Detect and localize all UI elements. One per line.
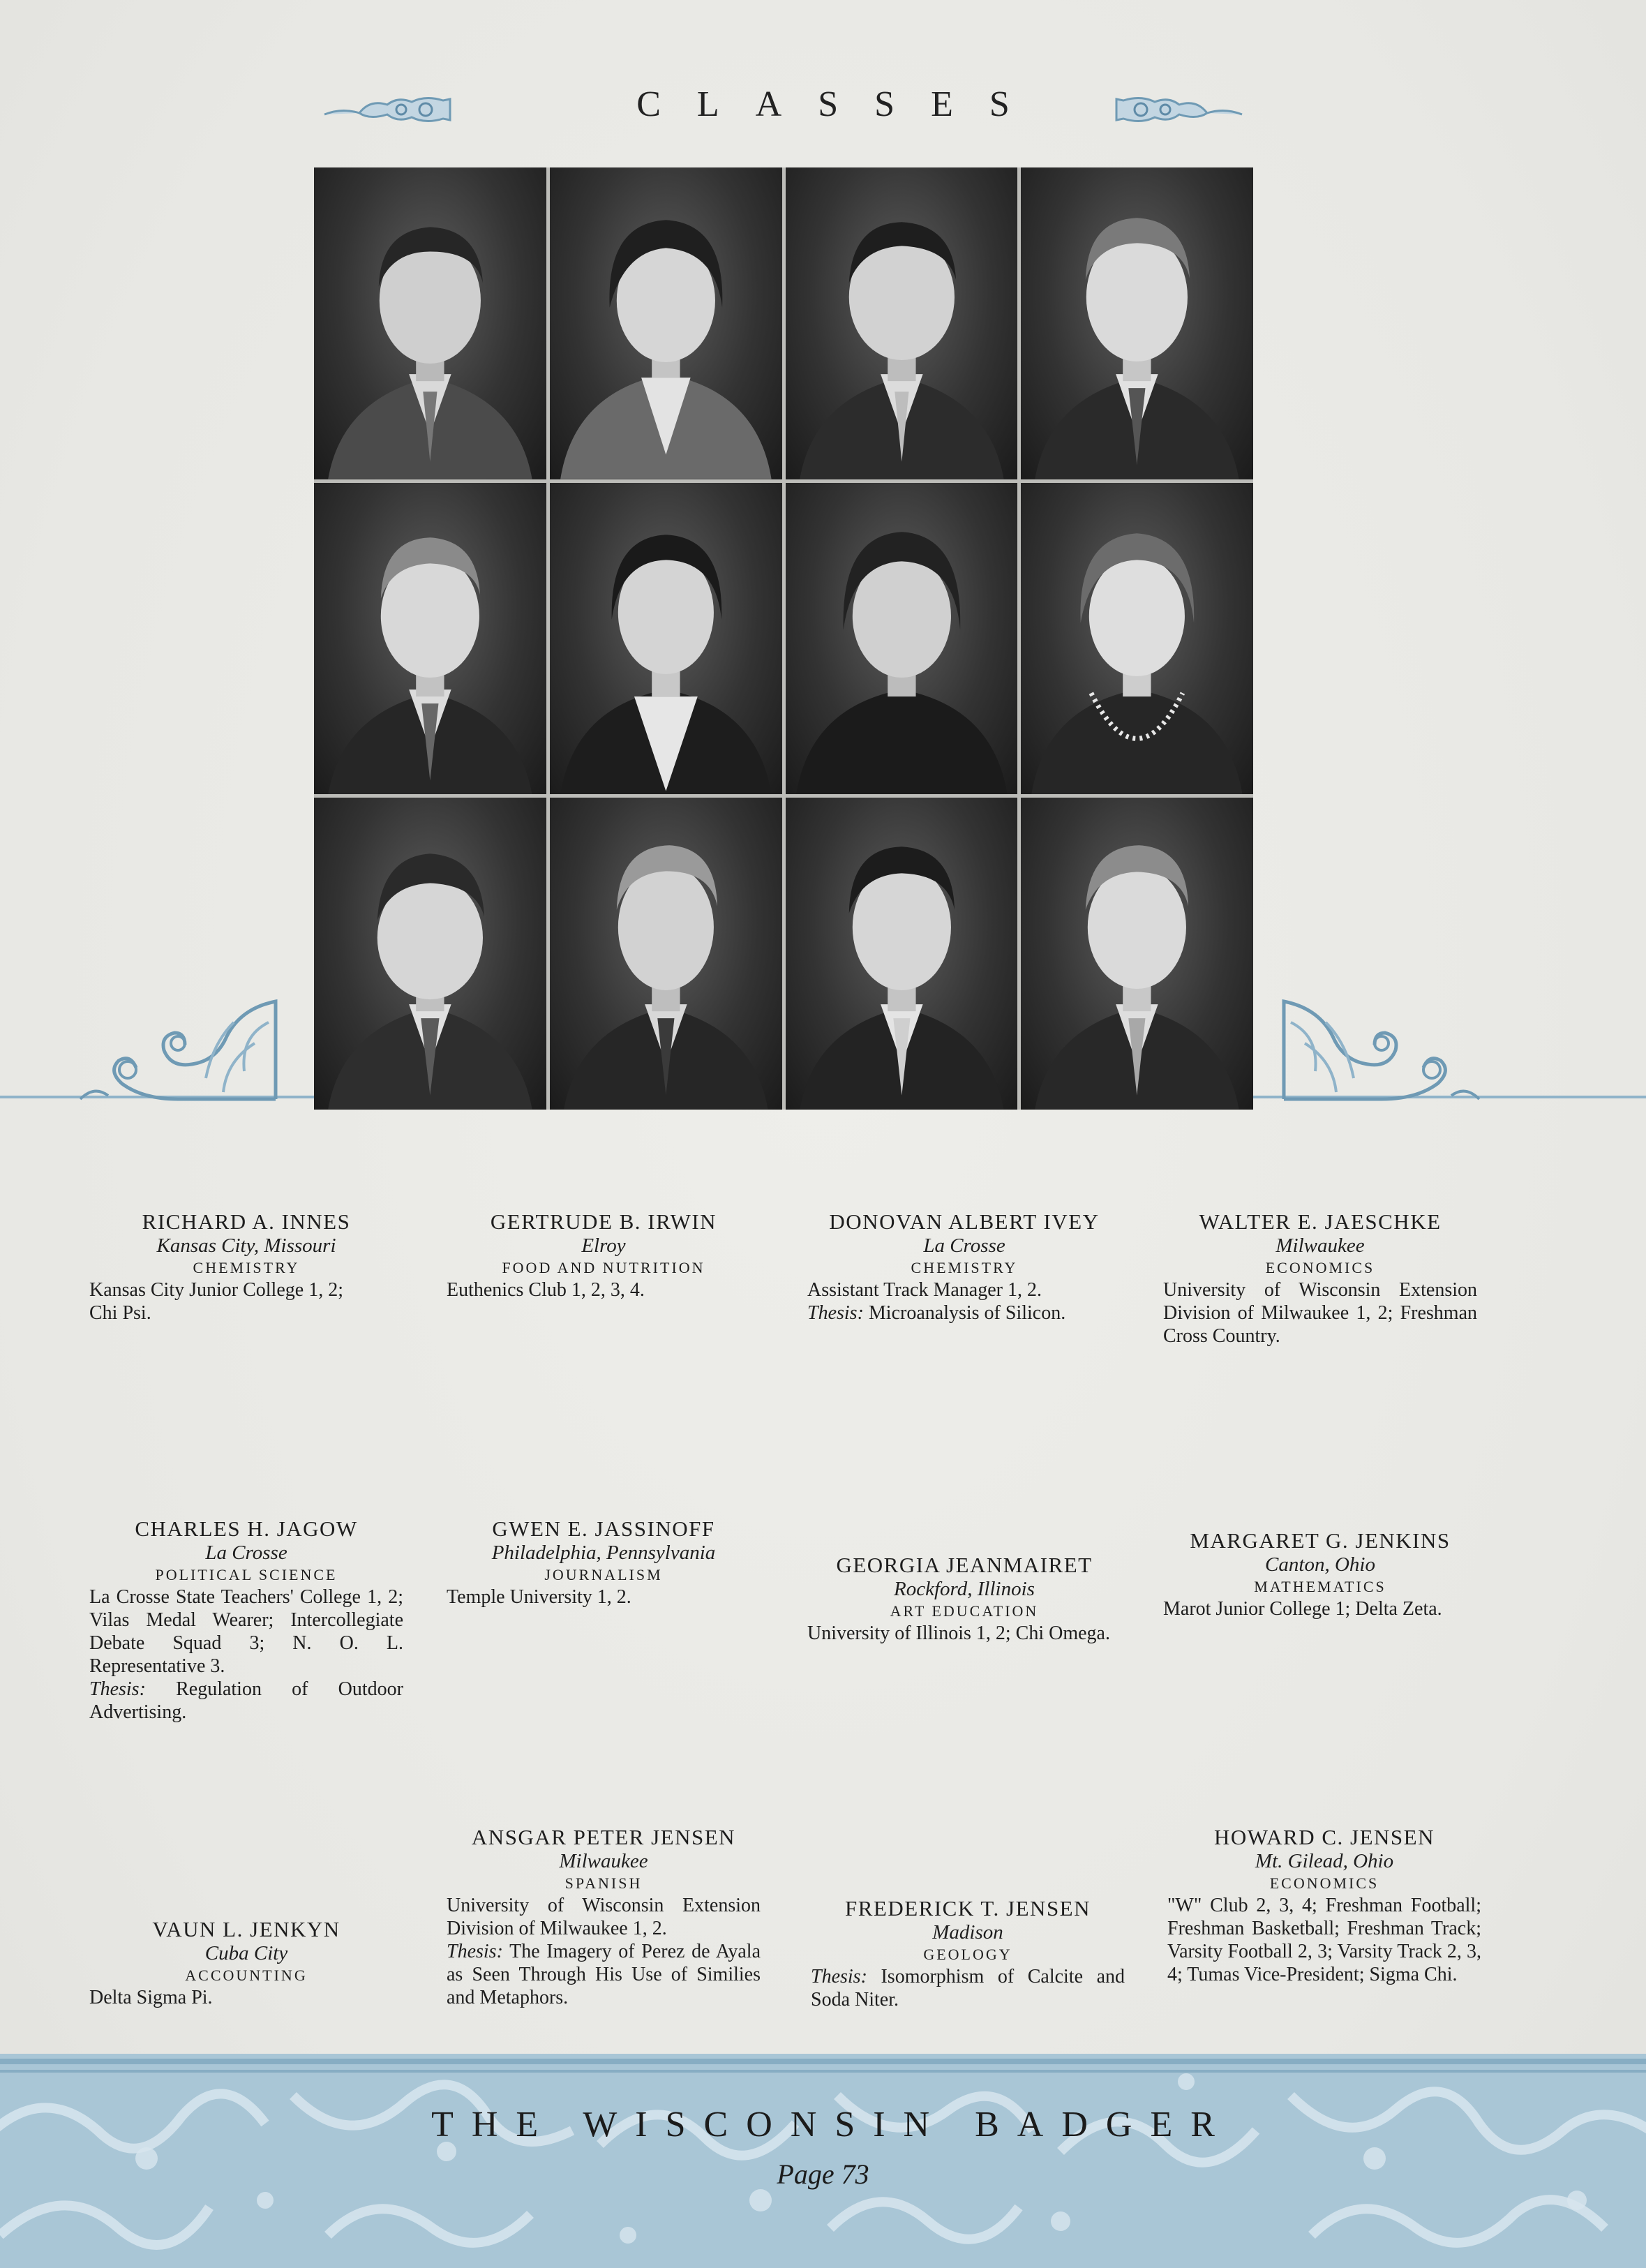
entry-details: Euthenics Club 1, 2, 3, 4. xyxy=(447,1279,645,1301)
entry-hometown: La Crosse xyxy=(205,1542,287,1564)
portrait-man-icon xyxy=(1021,167,1253,479)
entry-major: JOURNALISM xyxy=(544,1566,663,1583)
entry-card xyxy=(1167,1825,1481,1986)
portrait-woman-icon xyxy=(1021,483,1253,795)
portrait-photo xyxy=(786,483,1018,795)
entry-hometown: La Crosse xyxy=(923,1234,1005,1257)
entry-name: CHARLES H. JAGOW xyxy=(135,1516,358,1541)
entry-name: DONOVAN ALBERT IVEY xyxy=(829,1209,1100,1234)
scroll-ornament-right-icon xyxy=(1273,994,1493,1106)
entry-card xyxy=(1163,1528,1477,1620)
entry-major: ECONOMICS xyxy=(1269,1874,1379,1892)
entry-details xyxy=(807,1278,1121,1325)
entry-card xyxy=(807,1209,1121,1325)
details-text: Chi Psi. xyxy=(89,1302,151,1324)
entry-name: VAUN L. JENKYN xyxy=(152,1917,341,1941)
details-text: La Crosse State Teachers' College 1, 2; Vilas Medal Wearer; Intercollegiate Debate Squad 3; N. O. L. Representative 3. xyxy=(89,1586,403,1677)
entry-major: SPANISH xyxy=(564,1874,643,1892)
portrait-photo xyxy=(1021,483,1253,795)
entry-details xyxy=(447,1894,761,2009)
entry-card xyxy=(89,1516,403,1724)
portrait-man-icon xyxy=(314,167,546,479)
thesis-text: Isomorphism of Calcite and Soda Niter. xyxy=(811,1966,1125,2010)
portrait-woman-icon xyxy=(786,483,1018,795)
footer-rule xyxy=(0,2070,1646,2073)
entry-name: GERTRUDE B. IRWIN xyxy=(490,1209,717,1234)
entry-name: HOWARD C. JENSEN xyxy=(1214,1825,1435,1849)
entry-details: Temple University 1, 2. xyxy=(447,1586,631,1608)
thesis-text: Regulation of Outdoor Advertising. xyxy=(89,1678,403,1723)
entry-name: GWEN E. JASSINOFF xyxy=(492,1516,715,1541)
thesis-text: Microanalysis of Silicon. xyxy=(863,1302,1066,1324)
details-text: Assistant Track Manager 1, 2. xyxy=(807,1279,1042,1301)
entry-major: POLITICAL SCIENCE xyxy=(155,1566,338,1583)
entry-major: FOOD AND NUTRITION xyxy=(502,1259,705,1276)
entry-card xyxy=(807,1553,1121,1645)
entry-card xyxy=(447,1209,761,1301)
portrait-man-icon xyxy=(550,798,782,1110)
portrait-woman-icon xyxy=(550,483,782,795)
entry-card xyxy=(811,1896,1125,2011)
details-text: 1, 2; xyxy=(308,1279,343,1301)
entry-details: University of Illinois 1, 2; Chi Omega. xyxy=(807,1622,1110,1644)
page-number: Page 73 xyxy=(777,2158,869,2190)
portrait-photo xyxy=(1021,167,1253,479)
entry-name: RICHARD A. INNES xyxy=(142,1209,351,1234)
portrait-photo xyxy=(550,167,782,479)
entry-details xyxy=(89,1278,403,1325)
thesis-label: Thesis: xyxy=(89,1678,146,1700)
entry-card xyxy=(1163,1209,1477,1348)
page-title: CLASSES xyxy=(636,84,1046,124)
entry-hometown: Mt. Gilead, Ohio xyxy=(1255,1850,1394,1872)
portrait-photo xyxy=(550,483,782,795)
entry-hometown: Milwaukee xyxy=(1275,1234,1365,1257)
entry-major: CHEMISTRY xyxy=(911,1259,1018,1276)
portrait-grid xyxy=(314,167,1253,1110)
portrait-photo xyxy=(550,798,782,1110)
entry-hometown: Canton, Ohio xyxy=(1265,1553,1375,1576)
entry-hometown: Rockford, Illinois xyxy=(894,1578,1035,1600)
portrait-man-icon xyxy=(786,167,1018,479)
entry-hometown: Kansas City, Missouri xyxy=(156,1234,336,1257)
thesis-text: The Imagery of Perez de Ayala as Seen Through His Use of Similies and Metaphors. xyxy=(447,1941,761,2008)
entry-card xyxy=(89,1209,403,1325)
entry-hometown: Elroy xyxy=(581,1234,626,1257)
entry-name: MARGARET G. JENKINS xyxy=(1190,1528,1451,1553)
entry-hometown: Milwaukee xyxy=(559,1850,648,1872)
entry-details: Marot Junior College 1; Delta Zeta. xyxy=(1163,1598,1442,1620)
entry-card xyxy=(447,1516,761,1609)
portrait-photo xyxy=(1021,798,1253,1110)
entry-major: CHEMISTRY xyxy=(193,1259,300,1276)
details-text: Kansas City Junior College xyxy=(89,1279,309,1301)
entry-card xyxy=(89,1917,403,2009)
portrait-man-icon xyxy=(314,483,546,795)
entry-name: ANSGAR PETER JENSEN xyxy=(471,1825,736,1849)
entry-name: GEORGIA JEANMAIRET xyxy=(836,1553,1093,1577)
footer-rule xyxy=(0,2059,1646,2064)
portrait-photo xyxy=(314,798,546,1110)
entry-details: Delta Sigma Pi. xyxy=(89,1987,213,2008)
entry-details xyxy=(89,1586,403,1724)
portrait-photo xyxy=(786,798,1018,1110)
thesis-label: Thesis: xyxy=(807,1302,864,1324)
entry-major: ECONOMICS xyxy=(1265,1259,1375,1276)
entry-name: WALTER E. JAESCHKE xyxy=(1199,1209,1442,1234)
entry-card xyxy=(447,1825,761,2009)
publication-title: THE WISCONSIN BADGER xyxy=(431,2105,1233,2144)
thesis-label: Thesis: xyxy=(447,1941,503,1962)
entry-details: "W" Club 2, 3, 4; Freshman Football; Freshman Basketball; Freshman Track; Varsity Football 2, 3; Varsity Track 2, 3, 4; Tumas Vice-President; Sigma Chi. xyxy=(1167,1895,1481,1985)
entry-major: ART EDUCATION xyxy=(890,1602,1039,1620)
entry-details xyxy=(811,1965,1125,2011)
entry-details: University of Wisconsin Extension Division of Milwaukee 1, 2; Freshman Cross Country. xyxy=(1163,1279,1477,1347)
entry-hometown: Madison xyxy=(932,1921,1003,1944)
portrait-man-icon xyxy=(786,798,1018,1110)
entry-hometown: Philadelphia, Pennsylvania xyxy=(491,1542,716,1564)
portrait-man-icon xyxy=(1021,798,1253,1110)
portrait-woman-icon xyxy=(550,167,782,479)
portrait-photo xyxy=(314,167,546,479)
entry-hometown: Cuba City xyxy=(204,1942,288,1964)
entry-major: MATHEMATICS xyxy=(1254,1578,1386,1595)
portrait-photo xyxy=(786,167,1018,479)
scroll-ornament-left-icon xyxy=(66,994,286,1106)
entry-name: FREDERICK T. JENSEN xyxy=(844,1896,1091,1920)
thesis-label: Thesis: xyxy=(811,1966,867,1987)
portrait-photo xyxy=(314,483,546,795)
entry-major: ACCOUNTING xyxy=(185,1967,308,1984)
header-ornament-right xyxy=(1113,92,1245,127)
details-text: University of Wisconsin Extension Division of Milwaukee 1, 2. xyxy=(447,1895,761,1939)
entry-major: GEOLOGY xyxy=(923,1946,1012,1963)
portrait-man-icon xyxy=(314,798,546,1110)
